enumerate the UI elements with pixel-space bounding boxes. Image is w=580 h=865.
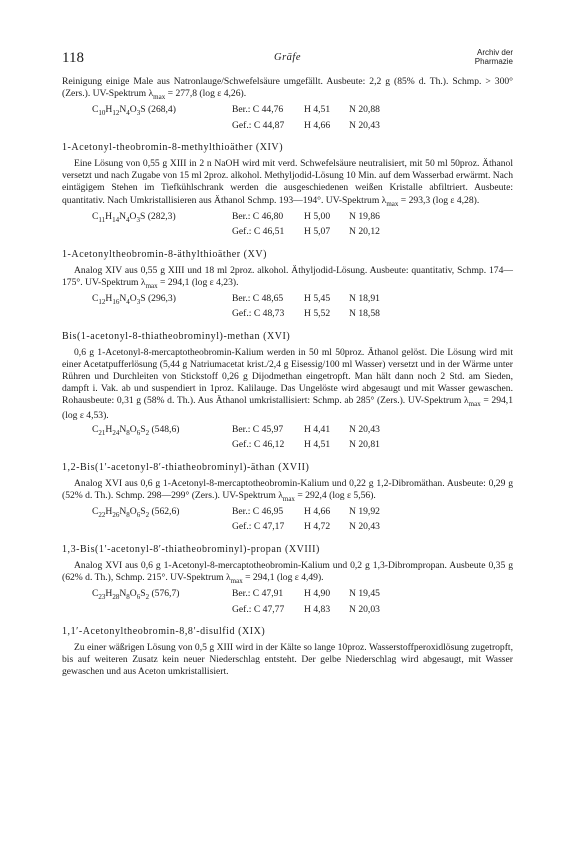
molecular-formula: $C_{21}H_{24}N_8O_6S_2$ (548,6) [92,423,180,437]
journal-page [62,44,513,679]
running-title: Gräfe [274,52,301,63]
analysis-calc-row [92,293,389,309]
found-n: N 20,43 [349,119,380,131]
calc-h: H 4,41 [304,423,331,435]
molecular-formula: $C_{23}H_{28}N_8O_6S_2$ (576,7) [92,588,180,601]
calc-c: Ber.: C 48,65 [232,292,284,304]
calc-n: N 20,88 [349,104,380,116]
elemental-analysis [92,506,389,533]
molecular-formula: $C_{10}H_{12}N_4O_3S$ (268,4) [92,104,176,117]
found-c: Gef.: C 47,77 [232,603,285,615]
section-xiv [62,142,513,237]
analysis-found-row [92,226,389,238]
section-heading: 1,3-Bis(1′-acetonyl-8′-thiatheobrominyl)-propan (XVIII) [62,543,320,555]
found-c: Gef.: C 46,12 [232,439,285,450]
section-text: Analog XVI aus 0,6 g 1-Acetonyl-8-mercaptotheobromin-Kalium und 0,2 g 1,3-Dibrompropan. Ausbeute 0,35 g (62% d. Th.), Schmp. 215°. UV-Spektrum $\lambda_{max} = 294,1$ (log ε 4,49). [62,559,513,585]
section-xvi [62,331,513,451]
section-text: Analog XIV aus 0,55 g XIII und 18 ml 2proz. alkohol. Äthyljodid-Lösung. Ausbeute: quantitativ, Schmp. 174—175°. UV-Spektrum $\lambda_{max} = 294,1$ (log ε 4,23). [62,264,513,290]
found-c: Gef.: C 44,87 [232,119,285,131]
calc-c: Ber.: C 47,91 [232,588,284,600]
found-h: H 5,52 [304,308,331,320]
analysis-calc-row [92,424,389,440]
found-h: H 4,72 [304,521,331,533]
analysis-calc-row [92,104,389,120]
found-n: N 20,43 [349,521,380,533]
calc-h: H 4,51 [304,104,331,116]
analysis-found-row [92,521,389,533]
found-c: Gef.: C 48,73 [232,308,285,320]
calc-c: Ber.: C 44,76 [232,104,284,116]
analysis-found-row [92,604,389,616]
calc-n: N 19,45 [349,588,380,600]
calc-h: H 5,45 [304,292,331,304]
analysis-found-row [92,439,389,451]
found-h: H 4,51 [304,439,331,450]
journal-name-line1: Archiv der [476,48,513,57]
journal-name-line2: Pharmazie [474,57,513,66]
section-xvii [62,462,513,533]
found-c: Gef.: C 47,17 [232,521,285,533]
section-heading: 1-Acetonyl-theobromin-8-methylthioäther (XIV) [62,142,284,154]
elemental-analysis [92,588,389,615]
analysis-found-row [92,308,389,320]
elemental-analysis [92,424,389,451]
found-n: N 20,12 [349,226,380,238]
section-heading: Bis(1-acetonyl-8-thiatheobrominyl)-methan (XVI) [62,330,291,342]
page-number: 118 [62,50,84,66]
calc-n: N 20,43 [349,423,380,435]
found-n: N 18,58 [349,308,380,320]
found-n: N 20,03 [349,603,380,615]
section-heading: 1,2-Bis(1′-acetonyl-8′-thiatheobrominyl)-äthan (XVII) [62,461,310,473]
found-h: H 4,83 [304,603,331,615]
calc-c: Ber.: C 45,97 [232,423,284,435]
page-header [62,44,513,70]
section-text: Eine Lösung von 0,55 g XIII in 2 n NaOH wird mit verd. Schwefelsäure neutralisiert, mit 50 ml 50proz. Äthanol versetzt und nach Zugabe von 15 ml 2proz. alkohol. Methyljodid-Lösung 10 Min. auf dem Wasserbad erwärmt. Nach eintägigem Stehen im Tiefkühlschrank werden die ausgeschiedenen weißen Kristalle abfiltriert. Ausbeute: quantitativ. Nach Umkristallisieren aus Äthanol Schmp. 193—194°. UV-Spektrum $\lambda_{max} = 293,3$ (log ε 4,28). [62,158,513,208]
calc-n: N 19,92 [349,505,380,517]
analysis-calc-row [92,211,389,227]
section-xix [62,626,513,678]
intro-analysis [92,104,389,131]
journal-name [475,48,513,66]
calc-h: H 4,66 [304,505,331,517]
calc-h: H 5,00 [304,210,331,222]
section-text: Zu einer wäßrigen Lösung von 0,5 g XIII wird in der Kälte so lange 10proz. Wasserstoffperoxidlösung zugetropft, bis auf weiteren Zusatz kein neuer Niederschlag entsteht. Der gelbe Niederschlag wird abgesaugt, mit Wasser gewaschen und aus Aceton umkristallisiert. [62,642,513,678]
calc-n: N 18,91 [349,292,380,304]
section-heading: 1,1′-Acetonyltheobromin-8,8′-disulfid (XIX) [62,626,266,638]
calc-c: Ber.: C 46,80 [232,210,284,222]
found-h: H 4,66 [304,119,331,131]
calc-n: N 19,86 [349,210,380,222]
found-h: H 5,07 [304,226,331,238]
section-text: 0,6 g 1-Acetonyl-8-mercaptotheobromin-Kalium werden in 50 ml 50proz. Äthanol gelöst. Die Lösung wird mit einer Acetatpufferlösung (5,44 g Natriumacetat krist./2,4 g Eisessig/100 ml Wasser) versetzt und in der Wärme unter Rühren und Durchleiten von Stickstoff 0,26 g Dijodmethan eingetropft. Man hält dann noch 2 Std. am Sieden, dampft i. Vak. ab und suspendiert in 1proz. Kalilauge. Das Ungelöste wird abgesaugt und mit Wasser gewaschen. Rohausbeute: 0,31 g (58% d. Th.). Aus Äthanol umkristallisiert: Schmp. ab 285° (Zers.). UV-Spektrum $\lambda_{max} = 294,1$ (log ε 4,53). [62,347,513,422]
section-xv [62,249,513,320]
section-heading: 1-Acetonyltheobromin-8-äthylthioäther (XV) [62,248,267,260]
found-n: N 20,81 [349,439,380,450]
molecular-formula: $C_{11}H_{14}N_4O_3S$ (282,3) [92,210,176,224]
molecular-formula: $C_{12}H_{16}N_4O_3S$ (296,3) [92,292,176,306]
analysis-found-row [92,120,389,132]
elemental-analysis [92,211,389,238]
intro-paragraph: Reinigung einige Male aus Natronlauge/Schwefelsäure umgefällt. Ausbeute: 2,2 g (85% d. Th.). Schmp. > 300° (Zers.). UV-Spektrum $\lambda_{max} = 277,8$ (log ε 4,26). [62,76,513,101]
elemental-analysis [92,293,389,320]
analysis-calc-row [92,588,389,604]
section-xviii [62,544,513,615]
molecular-formula: $C_{22}H_{26}N_8O_6S_2$ (562,6) [92,505,180,519]
found-c: Gef.: C 46,51 [232,226,285,238]
section-text: Analog XVI aus 0,6 g 1-Acetonyl-8-mercaptotheobromin-Kalium und 0,22 g 1,2-Dibromäthan. Ausbeute: 0,29 g (52% d. Th.). Schmp. 298—299° (Zers.). UV-Spektrum $\lambda_{max} = 292,4$ (log ε 5,56). [62,477,513,503]
calc-c: Ber.: C 46,95 [232,505,284,517]
analysis-calc-row [92,506,389,522]
calc-h: H 4,90 [304,588,331,600]
